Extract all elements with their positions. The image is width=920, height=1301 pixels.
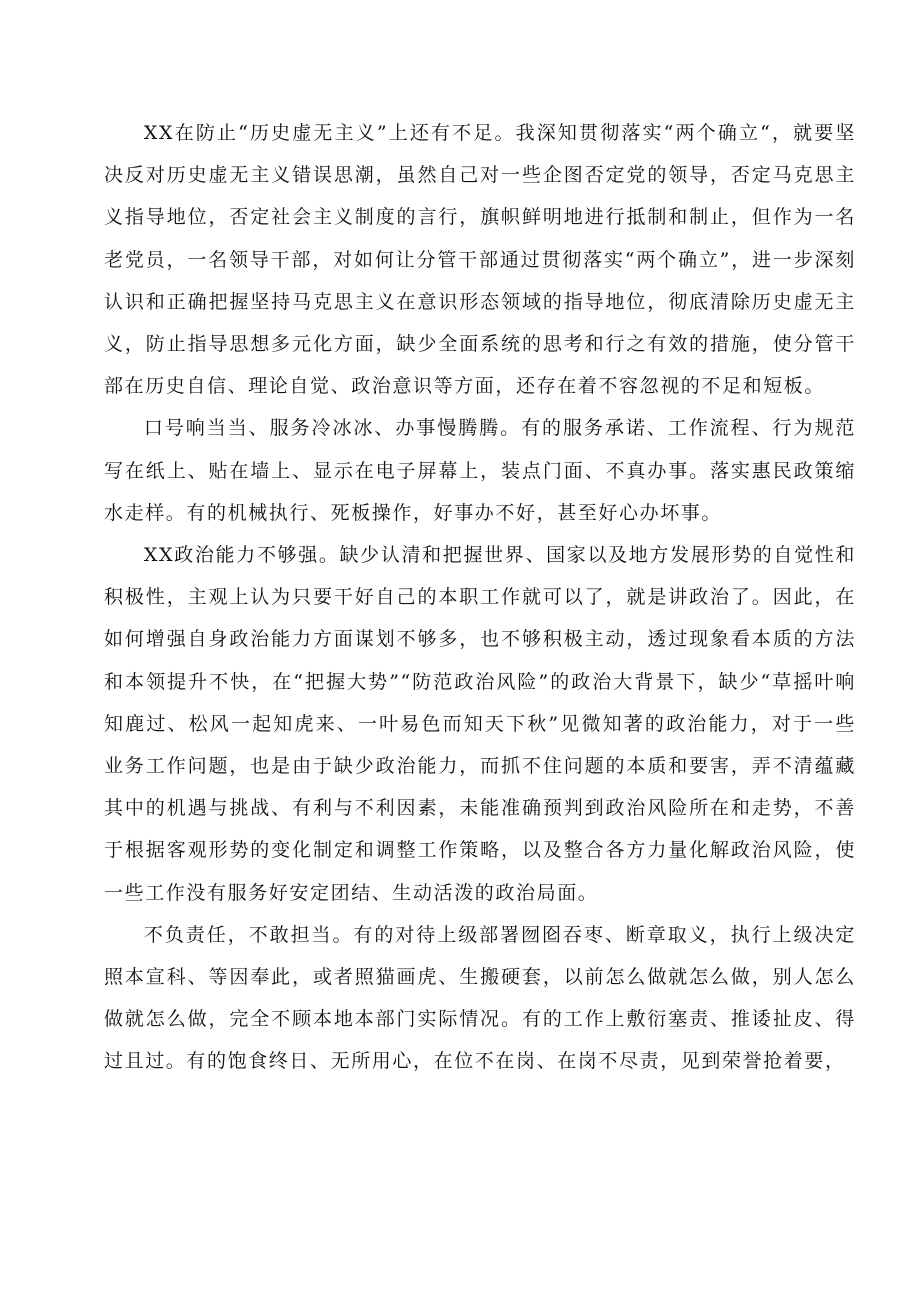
document-body — [104, 112, 856, 1083]
paragraph-responsibility: 不负责任，不敢担当。有的对待上级部署囫囵吞枣、断章取义，执行上级决定照本宣科、等因奉此，或者照猫画虎、生搬硬套，以前怎么做就怎么做，别人怎么做就怎么做，完全不顾本地本部门实际情况。有的工作上敷衍塞责、推诿扯皮、得过且过。有的饱食终日、无所用心，在位不在岗、在岗不尽责，见到荣誉抢着要， — [104, 923, 856, 1073]
paragraph-historical-nihilism: XX在防止“历史虚无主义”上还有不足。我深知贯彻落实“两个确立“，就要坚决反对历史虚无主义错误思潮，虽然自己对一些企图否定党的领导，否定马克思主义指导地位，否定社会主义制度的言行，旗帜鲜明地进行抵制和制止，但作为一名老党员，一名领导干部，对如何让分管干部通过贯彻落实“两个确立”，进一步深刻认识和正确把握坚持马克思主义在意识形态领域的指导地位，彻底清除历史虚无主义，防止指导思想多元化方面，缺少全面系统的思考和行之有效的措施，使分管干部在历史自信、理论自觉、政治意识等方面，还存在着不容忽视的不足和短板。 — [104, 122, 856, 398]
paragraph-political-ability: XX政治能力不够强。缺少认清和把握世界、国家以及地方发展形势的自觉性和积极性，主观上认为只要干好自己的本职工作就可以了，就是讲政治了。因此，在如何增强自身政治能力方面谋划不够多，也不够积极主动，透过现象看本质的方法和本领提升不快，在“把握大势”“防范政治风险”的政治大背景下，缺少“草摇叶响知鹿过、松风一起知虎来、一叶易色而知天下秋”见微知著的政治能力，对于一些业务工作问题，也是由于缺少政治能力，而抓不住问题的本质和要害，弄不清蕴藏其中的机遇与挑战、有利与不利因素，未能准确预判到政治风险所在和走势，不善于根据客观形势的变化制定和调整工作策略，以及整合各方力量化解政治风险，使一些工作没有服务好安定团结、生动活泼的政治局面。 — [104, 544, 856, 904]
paragraph-service-attitude: 口号响当当、服务冷冰冰、办事慢腾腾。有的服务承诺、工作流程、行为规范写在纸上、贴在墙上、显示在电子屏幕上，装点门面、不真办事。落实惠民政策缩水走样。有的机械执行、死板操作，好事办不好，甚至好心办坏事。 — [104, 417, 856, 524]
